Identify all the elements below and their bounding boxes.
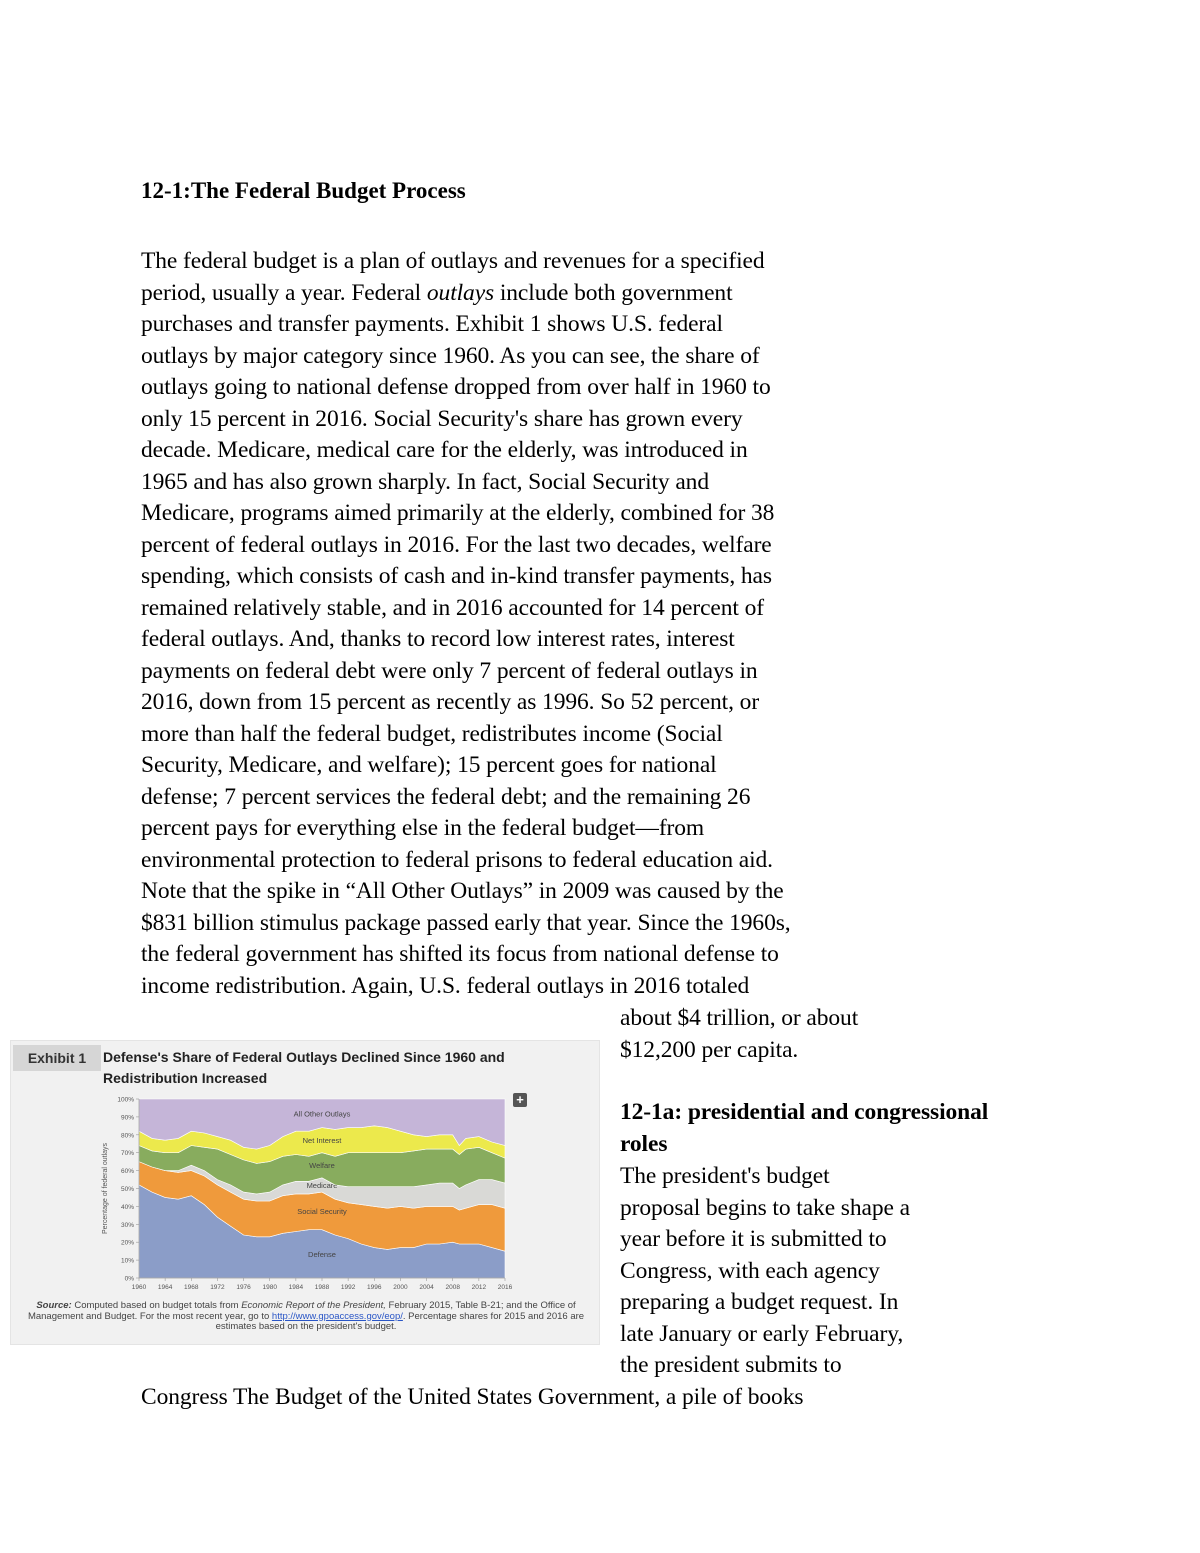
paragraph-line: period, usually a year. Federal outlays include both government bbox=[141, 279, 733, 306]
source-label: Source: bbox=[36, 1300, 72, 1311]
paragraph-line: 2016, down from 15 percent as recently as 1996. So 52 percent, or bbox=[141, 689, 760, 715]
exhibit-label: Exhibit 1 bbox=[13, 1045, 101, 1071]
paragraph-line: outlays going to national defense dropped from over half in 1960 to bbox=[141, 374, 771, 400]
exhibit-figure bbox=[10, 1040, 600, 1345]
y-tick-label: 20% bbox=[120, 1239, 134, 1247]
paragraph-line: percent of federal outlays in 2016. For the last two decades, welfare bbox=[141, 531, 772, 558]
paragraph-line: decade. Medicare, medical care for the elderly, was introduced in bbox=[141, 437, 748, 463]
section-heading: 12-1:The Federal Budget Process bbox=[141, 178, 466, 203]
subsection-line: the president submits to bbox=[620, 1352, 842, 1378]
paragraph-line: federal outlays. And, thanks to record low interest rates, interest bbox=[141, 626, 735, 652]
paragraph-line: 1965 and has also grown sharply. In fact, Social Security and bbox=[141, 468, 709, 495]
series-label-medicare: Medicare bbox=[306, 1180, 338, 1190]
series-label-net-interest: Net Interest bbox=[302, 1136, 342, 1146]
subsection-line: Congress, with each agency bbox=[620, 1257, 880, 1284]
subsection-line: late January or early February, bbox=[620, 1320, 904, 1347]
source-report: Economic Report of the President, bbox=[241, 1300, 386, 1311]
x-tick-label: 1964 bbox=[157, 1284, 173, 1291]
paragraph-line: Medicare, programs aimed primarily at the elderly, combined for 38 bbox=[141, 500, 775, 526]
source-text-2: February 2015, Table B-21; and the Office of Management and Budget. For the most recent year, go to bbox=[27, 1300, 576, 1322]
x-tick-label: 1980 bbox=[262, 1284, 277, 1291]
paragraph-line: purchases and transfer payments. Exhibit 1 shows U.S. federal bbox=[141, 311, 723, 337]
plus-icon[interactable]: + bbox=[513, 1093, 527, 1107]
subsection-line: preparing a budget request. In bbox=[620, 1289, 899, 1315]
paragraph-line: more than half the federal budget, redistributes income (Social bbox=[141, 720, 723, 747]
subsection-line: year before it is submitted to bbox=[620, 1226, 887, 1252]
x-tick-label: 2016 bbox=[497, 1284, 513, 1291]
y-tick-label: 0% bbox=[124, 1275, 134, 1283]
right-column-line: about $4 trillion, or about bbox=[620, 1005, 859, 1031]
series-label-social-security: Social Security bbox=[297, 1206, 347, 1216]
final-paragraph-line: Congress The Budget of the United States Government, a pile of books bbox=[141, 1384, 804, 1410]
exhibit-source bbox=[15, 1301, 597, 1333]
source-link[interactable]: http://www.gpoaccess.gov/eop/ bbox=[271, 1310, 403, 1322]
y-tick-label: 80% bbox=[120, 1132, 134, 1140]
x-tick-label: 1996 bbox=[367, 1284, 382, 1291]
series-label-all-other-outlays: All Other Outlays bbox=[293, 1109, 351, 1119]
x-tick-label: 1972 bbox=[210, 1284, 225, 1291]
source-text-3: . Percentage shares for 2015 and 2016 are estimates based on the president's budget. bbox=[215, 1310, 585, 1332]
x-tick-label: 2008 bbox=[445, 1284, 460, 1291]
x-tick-label: 1976 bbox=[236, 1284, 251, 1291]
y-tick-label: 50% bbox=[120, 1186, 134, 1193]
subsection-line: The president's budget bbox=[620, 1163, 830, 1189]
x-tick-label: 1992 bbox=[340, 1284, 356, 1291]
paragraph-line: remained relatively stable, and in 2016 accounted for 14 percent of bbox=[141, 594, 764, 621]
x-tick-label: 2012 bbox=[471, 1284, 487, 1291]
subheading-line: roles bbox=[620, 1130, 668, 1157]
y-tick-label: 30% bbox=[120, 1221, 134, 1229]
source-text: Computed based on budget totals from bbox=[74, 1300, 239, 1311]
stacked-area-chart bbox=[11, 1041, 599, 1299]
paragraph-line: $831 billion stimulus package passed early that year. Since the 1960s, bbox=[141, 909, 791, 936]
exhibit-title: Defense's Share of Federal Outlays Declined Since 1960 and Redistribution Increased bbox=[103, 1049, 505, 1086]
paragraph-line: Note that the spike in “All Other Outlays” in 2009 was caused by the bbox=[141, 878, 784, 904]
subsection-line: proposal begins to take shape a bbox=[620, 1194, 910, 1221]
x-tick-label: 2000 bbox=[393, 1284, 408, 1291]
paragraph-line: income redistribution. Again, U.S. federal outlays in 2016 totaled bbox=[141, 972, 750, 999]
paragraph-line: environmental protection to federal prisons to federal education aid. bbox=[141, 846, 773, 873]
paragraph-line: spending, which consists of cash and in-kind transfer payments, has bbox=[141, 563, 772, 589]
x-tick-label: 2004 bbox=[419, 1284, 434, 1291]
y-tick-label: 60% bbox=[120, 1168, 134, 1176]
subheading-line: 12-1a: presidential and congressional bbox=[620, 1099, 989, 1125]
y-tick-label: 70% bbox=[120, 1150, 134, 1158]
paragraph-line: only 15 percent in 2016. Social Security's share has grown every bbox=[141, 405, 743, 432]
series-label-defense: Defense bbox=[308, 1249, 336, 1259]
x-tick-label: 1984 bbox=[288, 1284, 304, 1291]
y-tick-label: 40% bbox=[120, 1203, 134, 1211]
x-tick-label: 1988 bbox=[314, 1284, 330, 1291]
y-tick-label: 10% bbox=[120, 1257, 134, 1265]
y-tick-label: 100% bbox=[117, 1096, 134, 1104]
y-tick-label: 90% bbox=[120, 1114, 134, 1122]
x-tick-label: 1968 bbox=[184, 1284, 199, 1291]
y-axis-label: Percentage of federal outlays bbox=[102, 1142, 109, 1235]
paragraph-line: percent pays for everything else in the federal budget—from bbox=[141, 815, 705, 841]
paragraph-line: The federal budget is a plan of outlays and revenues for a specified bbox=[141, 248, 765, 274]
series-label-welfare: Welfare bbox=[309, 1161, 335, 1171]
x-tick-label: 1960 bbox=[131, 1284, 147, 1291]
paragraph-line: payments on federal debt were only 7 percent of federal outlays in bbox=[141, 657, 758, 684]
paragraph-line: defense; 7 percent services the federal debt; and the remaining 26 bbox=[141, 783, 751, 810]
paragraph-line: the federal government has shifted its focus from national defense to bbox=[141, 941, 779, 967]
paragraph-line: Security, Medicare, and welfare); 15 percent goes for national bbox=[141, 752, 717, 778]
right-column-line: $12,200 per capita. bbox=[620, 1036, 799, 1063]
paragraph-line: outlays by major category since 1960. As you can see, the share of bbox=[141, 342, 760, 369]
